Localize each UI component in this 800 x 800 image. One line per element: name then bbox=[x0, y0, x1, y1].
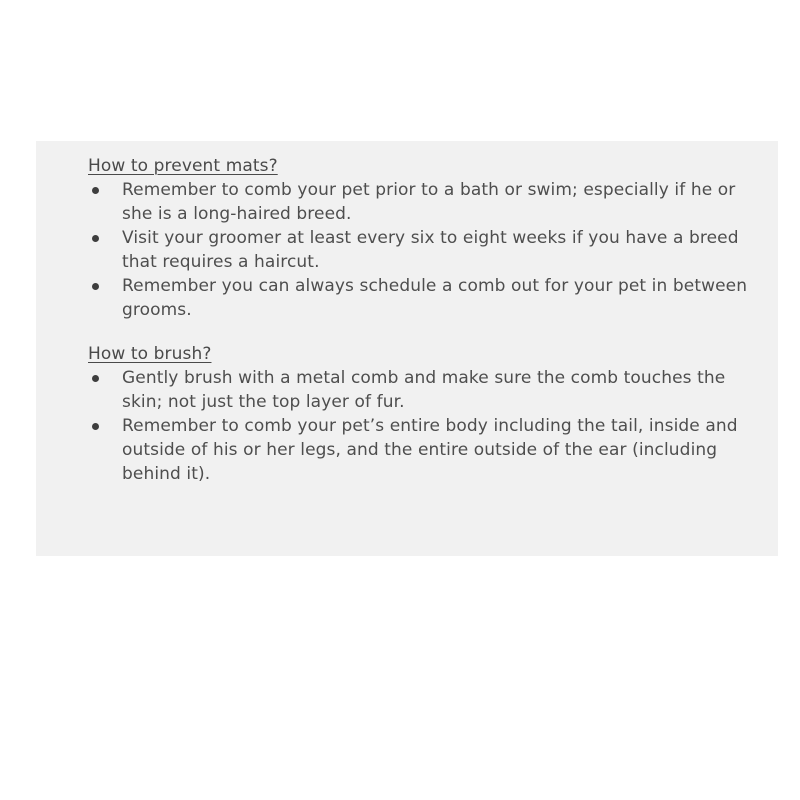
card-content bbox=[88, 154, 748, 506]
list-item bbox=[88, 366, 748, 414]
section-heading: How to prevent mats? bbox=[88, 156, 278, 176]
list-item-text: Remember to comb your pet prior to a bath or swim; especially if he or she is a long-haired breed. bbox=[122, 180, 736, 224]
bullet-icon bbox=[92, 187, 99, 194]
list-item bbox=[88, 274, 748, 322]
section-heading: How to brush? bbox=[88, 344, 212, 364]
list-item bbox=[88, 226, 748, 274]
list-item bbox=[88, 178, 748, 226]
bullet-icon bbox=[92, 283, 99, 290]
section-prevent-mats bbox=[88, 154, 748, 322]
bullet-icon bbox=[92, 235, 99, 242]
list-item-text: Visit your groomer at least every six to eight weeks if you have a breed that requires a haircut. bbox=[122, 228, 739, 272]
bullet-icon bbox=[92, 375, 99, 382]
list-item-text: Gently brush with a metal comb and make sure the comb touches the skin; not just the top layer of fur. bbox=[122, 368, 726, 412]
tips-list bbox=[88, 178, 748, 322]
tips-list bbox=[88, 366, 748, 486]
list-item-text: Remember you can always schedule a comb out for your pet in between grooms. bbox=[122, 276, 748, 320]
list-item bbox=[88, 414, 748, 486]
bullet-icon bbox=[92, 423, 99, 430]
list-item-text: Remember to comb your pet’s entire body including the tail, inside and outside of his or her legs, and the entire outside of the ear (including behind it). bbox=[122, 416, 738, 484]
section-how-to-brush bbox=[88, 342, 748, 486]
